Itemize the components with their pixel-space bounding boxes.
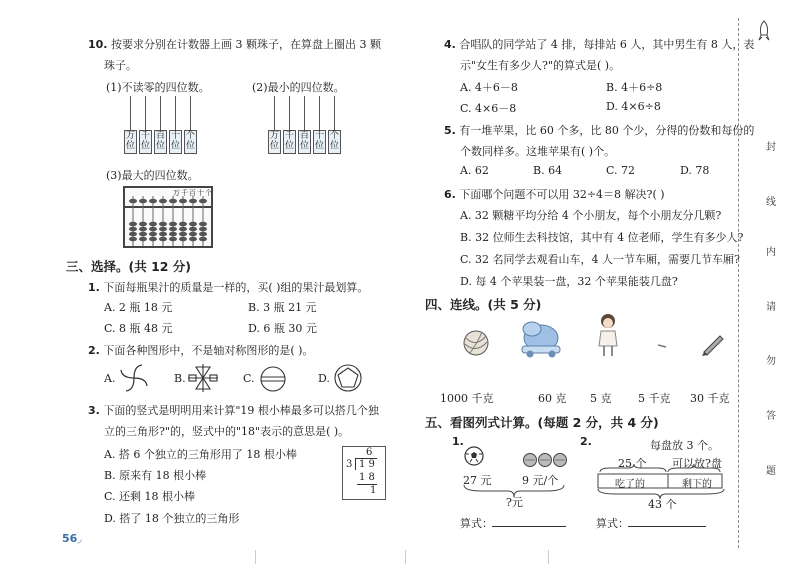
division-divisor: 3 [346, 459, 353, 470]
q5-number: 5. [444, 124, 456, 137]
q4-option-a[interactable]: A. 4＋6－8 [460, 81, 518, 94]
q1-option-b[interactable]: B. 3 瓶 21 元 [248, 301, 317, 314]
q2-option-a-letter[interactable]: A. [104, 372, 116, 385]
p2-top-text: 每盘放 3 个。 [650, 439, 719, 452]
counter-rod [145, 96, 146, 130]
q4-line1 [444, 36, 754, 52]
q2-option-d-letter[interactable]: D. [318, 372, 330, 385]
long-division [342, 446, 386, 500]
soccer-ball-icon [464, 446, 484, 466]
place-qian: 千位 [139, 130, 152, 154]
q2-option-b-letter[interactable]: B. [174, 372, 186, 385]
p2-formula-label: 算式： [596, 517, 629, 530]
q2-line [88, 342, 313, 358]
q3-option-c[interactable]: C. 还剩 18 根小棒 [104, 490, 196, 503]
q5-option-c[interactable]: C. 72 [606, 164, 636, 177]
q10-part1: (1)不读零的四位数。 [106, 81, 210, 94]
q4-text-1: 合唱队的同学站了 4 排，每排站 6 人，其中男生有 8 人，表 [459, 38, 755, 51]
q1-number: 1. [88, 281, 100, 294]
abacus-label: 千 [181, 189, 189, 197]
place-wan: 万位 [124, 130, 137, 154]
q5-option-a[interactable]: A. 62 [460, 164, 489, 177]
pencil-icon[interactable] [700, 332, 726, 356]
weight-1000kg[interactable]: 1000 千克 [440, 392, 494, 405]
small-item-icon[interactable] [656, 340, 670, 350]
page-number [62, 532, 82, 545]
q10-number: 10. [88, 38, 108, 51]
side-char-7: 题 [766, 466, 776, 477]
weight-5g[interactable]: 5 克 [590, 392, 612, 405]
place-bai: 百位 [154, 130, 167, 154]
q5-option-d[interactable]: D. 78 [680, 164, 710, 177]
p1-answer-line[interactable] [492, 526, 566, 527]
q6-option-c[interactable]: C. 32 名同学去观看山车，4 人一节车厢，需要几节车厢? [460, 253, 740, 266]
p1-number: 1. [452, 435, 464, 448]
weight-60g[interactable]: 60 克 [538, 392, 567, 405]
q5-option-b[interactable]: B. 64 [533, 164, 563, 177]
p2-total: 43 个 [648, 498, 677, 511]
q10-line1 [88, 36, 381, 52]
q1-option-a[interactable]: A. 2 瓶 18 元 [104, 301, 173, 314]
q6-number: 6. [444, 188, 456, 201]
abacus-label: 个 [205, 189, 213, 197]
p1-question: ?元 [506, 496, 523, 509]
q2-option-c-letter[interactable]: C. [243, 372, 255, 385]
place-ge: 个位 [184, 130, 197, 154]
p2-number: 2. [580, 435, 592, 448]
q5-text-1: 有一堆苹果，比 60 个多，比 80 个少，分得的份数和每份的 [459, 124, 755, 137]
counter-rod [304, 96, 305, 130]
q3-line2: 立的三角形?"的，竖式中的"18"表示的意思是( )。 [104, 425, 350, 438]
crop-mark [255, 550, 256, 564]
counter-rod [175, 96, 176, 130]
binding-fold-line [738, 18, 739, 548]
q1-option-c[interactable]: C. 8 瓶 48 元 [104, 322, 173, 335]
counter-rod [289, 96, 290, 130]
q10-line2: 珠子。 [104, 59, 137, 72]
page-number-text: 56 [62, 532, 78, 545]
yarn-ball-icon[interactable] [460, 328, 492, 358]
counter-rod [334, 96, 335, 130]
p1-formula-label: 算式： [460, 517, 493, 530]
counter-rod [160, 96, 161, 130]
p2-eaten: 吃了的 [615, 479, 645, 490]
p2-question: 可以放?盘 [672, 457, 722, 470]
p2-answer-line[interactable] [628, 526, 706, 527]
place-shi: 十位 [169, 130, 182, 154]
q3-number: 3. [88, 404, 100, 417]
q6-option-b[interactable]: B. 32 位师生去科技馆，其中有 4 位老师，学生有多少人? [460, 231, 744, 244]
q6-option-d[interactable]: D. 每 4 个苹果装一盘，32 个苹果能装几盘? [460, 275, 678, 288]
side-char-4: 请 [766, 302, 776, 313]
division-dividend: 1 9 [359, 459, 375, 470]
section5-title: 五、看图列式计算。(每题 2 分，共 4 分) [425, 415, 659, 430]
q1-line [88, 279, 368, 295]
p1-price1: 27 元 [463, 474, 492, 487]
side-char-2: 线 [766, 197, 776, 208]
pentagon-in-circle-shape-icon[interactable] [332, 362, 364, 394]
q1-text: 下面每瓶果汁的质量是一样的，买( )组的果汁最划算。 [103, 281, 369, 294]
girl-icon[interactable] [594, 312, 622, 358]
counter-rod [274, 96, 275, 130]
abacus[interactable] [123, 186, 213, 248]
p2-count: 25 个 [618, 457, 647, 470]
place-shi: 十位 [313, 130, 326, 154]
crop-mark [405, 550, 406, 564]
abacus-beads [125, 188, 211, 246]
abacus-label: 万 [173, 189, 181, 197]
q10-part2: (2)最小的四位数。 [252, 81, 345, 94]
weight-5kg[interactable]: 5 千克 [638, 392, 671, 405]
place-ge: 个位 [328, 130, 341, 154]
page-curl-icon: ◞ [77, 532, 82, 545]
division-quotient: 6 [366, 447, 373, 458]
circle-with-line-shape-icon[interactable] [258, 364, 288, 394]
division-product: 1 8 [359, 472, 375, 483]
weight-30kg[interactable]: 30 千克 [690, 392, 730, 405]
q5-line1 [444, 122, 754, 138]
q3-option-b[interactable]: B. 原来有 18 根小棒 [104, 469, 207, 482]
windmill-shape-icon[interactable] [186, 362, 220, 394]
q3-line1 [88, 402, 379, 418]
q1-option-d[interactable]: D. 6 瓶 30 元 [248, 322, 317, 335]
q3-option-d[interactable]: D. 搭了 18 个独立的三角形 [104, 512, 240, 525]
q5-line2: 个数同样多。这堆苹果有( )个。 [460, 145, 616, 158]
q2-text: 下面各种图形中，不是轴对称图形的是( )。 [103, 344, 314, 357]
q4-option-d[interactable]: D. 4×6÷8 [606, 100, 661, 113]
place-qian: 千位 [283, 130, 296, 154]
counter-rod [190, 96, 191, 130]
division-remainder: 1 [370, 485, 377, 496]
counter-rod [130, 96, 131, 130]
q4-option-c[interactable]: C. 4×6－8 [460, 102, 517, 115]
counter-2[interactable] [268, 96, 346, 158]
crop-mark [548, 550, 549, 564]
pinwheel-shape-icon[interactable] [118, 362, 150, 394]
q6-option-a[interactable]: A. 32 颗糖平均分给 4 个小朋友，每个小朋友分几颗? [460, 209, 722, 222]
section4-title: 四、连线。(共 5 分) [425, 297, 542, 312]
place-bai: 百位 [298, 130, 311, 154]
q4-line2: 示"女生有多少人?"的算式是( )。 [460, 59, 621, 72]
place-wan: 万位 [268, 130, 281, 154]
q4-option-b[interactable]: B. 4＋6÷8 [606, 81, 663, 94]
counter-1[interactable] [124, 96, 202, 158]
rocket-icon [758, 20, 770, 42]
abacus-label: 百 [189, 189, 197, 197]
hippo-on-car-icon[interactable] [516, 316, 566, 358]
counter-rod [319, 96, 320, 130]
abacus-label: 十 [197, 189, 205, 197]
q3-option-a[interactable]: A. 搭 6 个独立的三角形用了 18 根小棒 [104, 448, 297, 461]
division-bracket [355, 458, 356, 470]
q6-text: 下面哪个问题不可以用 32÷4＝8 解决?( ) [459, 188, 665, 201]
q10-text: 按要求分别在计数器上画 3 颗珠子，在算盘上圈出 3 颗 [111, 38, 381, 51]
q6-line [444, 186, 665, 202]
side-char-5: 勿 [766, 356, 776, 367]
section3-title: 三、选择。(共 12 分) [66, 259, 192, 274]
q4-number: 4. [444, 38, 456, 51]
p1-price2: 9 元/个 [522, 474, 559, 487]
q10-part3: (3)最大的四位数。 [106, 169, 199, 182]
three-balls-icon [522, 452, 568, 468]
side-char-6: 答 [766, 411, 776, 422]
side-char-3: 内 [766, 247, 776, 258]
q3-text-1: 下面的竖式是明明用来计算"19 根小棒最多可以搭几个独 [103, 404, 379, 417]
side-char-1: 封 [766, 142, 776, 153]
p2-left: 剩下的 [682, 479, 712, 490]
q2-number: 2. [88, 344, 100, 357]
